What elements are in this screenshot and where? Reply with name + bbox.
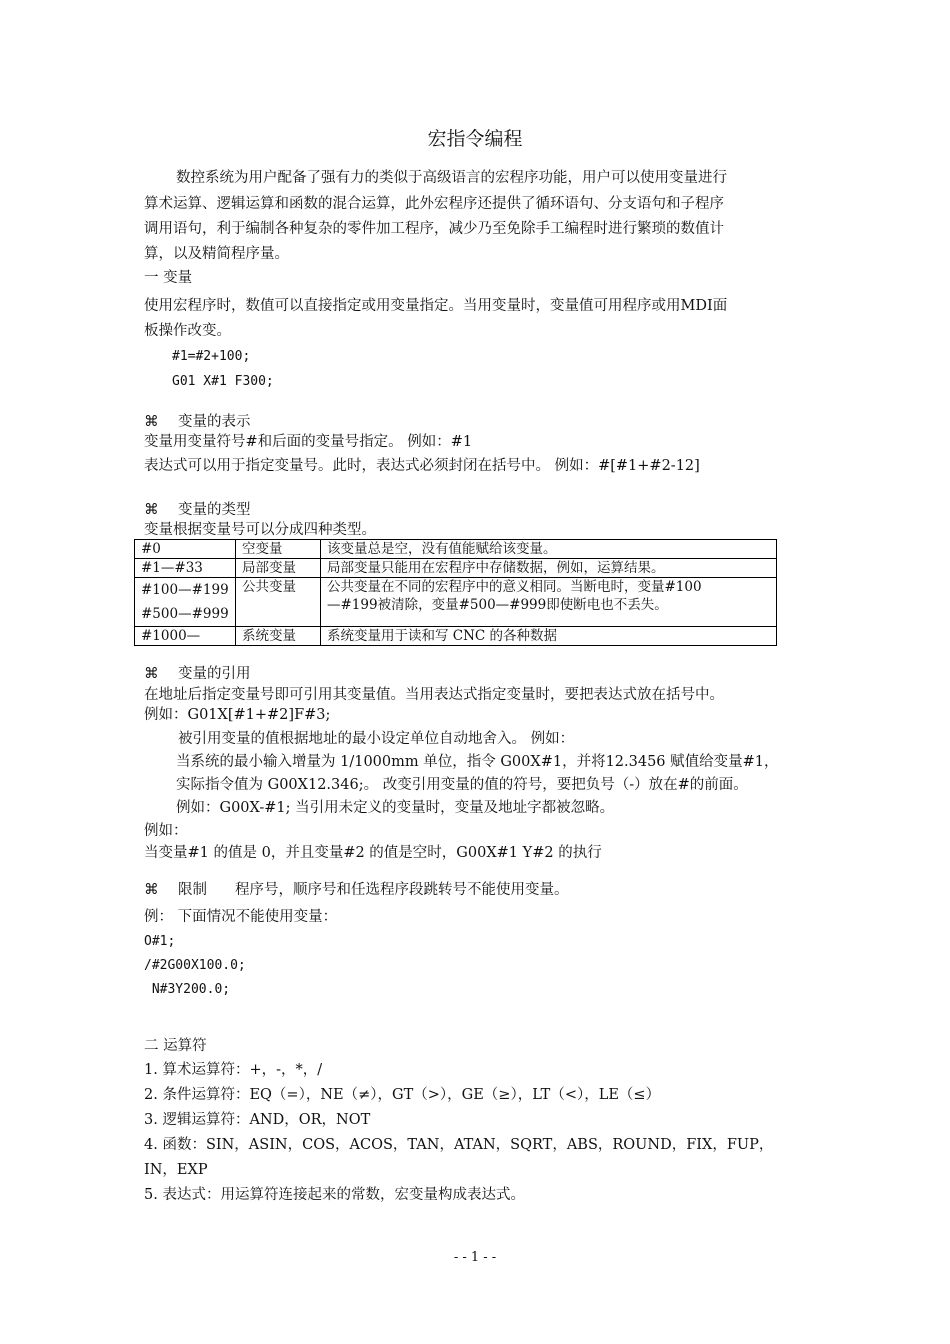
ref-line: 例如：G01X[#1+#2]F#3; bbox=[144, 707, 331, 723]
var-number: #1000— bbox=[135, 627, 236, 646]
page-title: 宏指令编程 bbox=[427, 128, 523, 150]
var-type: 空变量 bbox=[236, 540, 321, 559]
ref-indented-line: 被引用变量的值根据地址的最小设定单位自动地舍入。 例如： bbox=[178, 731, 575, 747]
page-number: - - 1 - - bbox=[453, 1250, 497, 1265]
intro-line: 数控系统为用户配备了强有力的类似于高级语言的宏程序功能，用户可以使用变量进行 bbox=[176, 170, 727, 186]
ref-indented-line: 例如：G00X-#1; 当引用未定义的变量时，变量及地址字都被忽略。 bbox=[176, 800, 615, 816]
command-symbol-icon: ⌘ bbox=[144, 414, 159, 430]
table-row bbox=[135, 578, 777, 627]
var-number: #100—#199 #500—#999 bbox=[135, 578, 236, 627]
limit-example: /#2G00X100.0; bbox=[144, 958, 246, 973]
limit-example-intro: 例： 下面情况不能使用变量： bbox=[144, 909, 338, 925]
var-desc: 公共变量在不同的宏程序中的意义相同。当断电时，变量#100 —#199被清除，变量#500—#999即使断电也不丢失。 bbox=[321, 578, 777, 627]
var-number: #0 bbox=[135, 540, 236, 559]
intro-line: 算，以及精简程序量。 bbox=[144, 246, 289, 262]
repr-line: 表达式可以用于指定变量号。此时，表达式必须封闭在括号中。 例如：#[#1+#2-12] bbox=[144, 458, 700, 474]
operator-item: 2. 条件运算符：EQ（=），NE（≠），GT（>），GE（≥），LT（<），LE（≤） bbox=[144, 1087, 661, 1103]
section1-body-line: 使用宏程序时，数值可以直接指定或用变量指定。当用变量时，变量值可用程序或用MDI面 bbox=[144, 298, 728, 314]
var-desc: 局部变量只能用在宏程序中存储数据，例如，运算结果。 bbox=[321, 559, 777, 578]
table-row bbox=[135, 559, 777, 578]
intro-line: 调用语句，利于编制各种复杂的零件加工程序，减少乃至免除手工编程时进行繁琐的数值计 bbox=[144, 221, 724, 237]
code-line: #1=#2+100; bbox=[172, 349, 251, 364]
limit-heading: ⌘ 限制 程序号，顺序号和任选程序段跳转号不能使用变量。 bbox=[144, 882, 569, 898]
limit-example: N#3Y200.0; bbox=[144, 982, 231, 997]
var-desc: 该变量总是空，没有值能赋给该变量。 bbox=[321, 540, 777, 559]
table-row bbox=[135, 540, 777, 559]
ref-heading: ⌘ 变量的引用 bbox=[144, 666, 251, 682]
intro-line: 算术运算、逻辑运算和函数的混合运算，此外宏程序还提供了循环语句、分支语句和子程序 bbox=[144, 196, 724, 212]
operator-item: 4. 函数：SIN，ASIN，COS，ACOS，TAN，ATAN，SQRT，ABS，ROUND，FIX，FUP， bbox=[144, 1137, 774, 1153]
types-heading: ⌘ 变量的类型 bbox=[144, 502, 251, 518]
section2-heading: 二 运算符 bbox=[144, 1038, 207, 1054]
var-type: 公共变量 bbox=[236, 578, 321, 627]
var-number: #1—#33 bbox=[135, 559, 236, 578]
section1-heading: 一 变量 bbox=[144, 270, 193, 286]
section1-body-line: 板操作改变。 bbox=[144, 323, 231, 339]
operator-item: 5. 表达式：用运算符连接起来的常数，宏变量构成表达式。 bbox=[144, 1187, 525, 1203]
code-line: G01 X#1 F300; bbox=[172, 374, 274, 389]
ref-line: 在地址后指定变量号即可引用其变量值。当用表达式指定变量时，要把表达式放在括号中。 bbox=[144, 687, 724, 703]
repr-line: 变量用变量符号#和后面的变量号指定。 例如：#1 bbox=[144, 434, 473, 450]
table-row bbox=[135, 627, 777, 646]
var-type: 系统变量 bbox=[236, 627, 321, 646]
var-desc: 系统变量用于读和写 CNC 的各种数据 bbox=[321, 627, 777, 646]
command-symbol-icon: ⌘ bbox=[144, 882, 159, 898]
variable-types-table bbox=[134, 539, 777, 646]
operator-item: 1. 算术运算符：+，-，*，/ bbox=[144, 1062, 323, 1078]
limit-example: O#1; bbox=[144, 934, 176, 949]
command-symbol-icon: ⌘ bbox=[144, 666, 159, 682]
operator-item: 3. 逻辑运算符：AND，OR，NOT bbox=[144, 1112, 371, 1128]
ref-indented-line: 当系统的最小输入增量为 1/1000mm 单位，指令 G00X#1，并将12.3456 赋值给变量#1， bbox=[176, 754, 779, 770]
repr-heading: ⌘ 变量的表示 bbox=[144, 414, 251, 430]
types-intro: 变量根据变量号可以分成四种类型。 bbox=[144, 522, 376, 538]
var-type: 局部变量 bbox=[236, 559, 321, 578]
ref-tail-line: 当变量#1 的值是 0，并且变量#2 的值是空时，G00X#1 Y#2 的执行 bbox=[144, 845, 602, 861]
command-symbol-icon: ⌘ bbox=[144, 502, 159, 518]
ref-tail-line: 例如： bbox=[144, 823, 188, 839]
ref-indented-line: 实际指令值为 G00X12.346;。 改变引用变量的值的符号，要把负号（-）放在#的前面。 bbox=[176, 777, 748, 793]
operator-item: IN，EXP bbox=[144, 1162, 208, 1178]
